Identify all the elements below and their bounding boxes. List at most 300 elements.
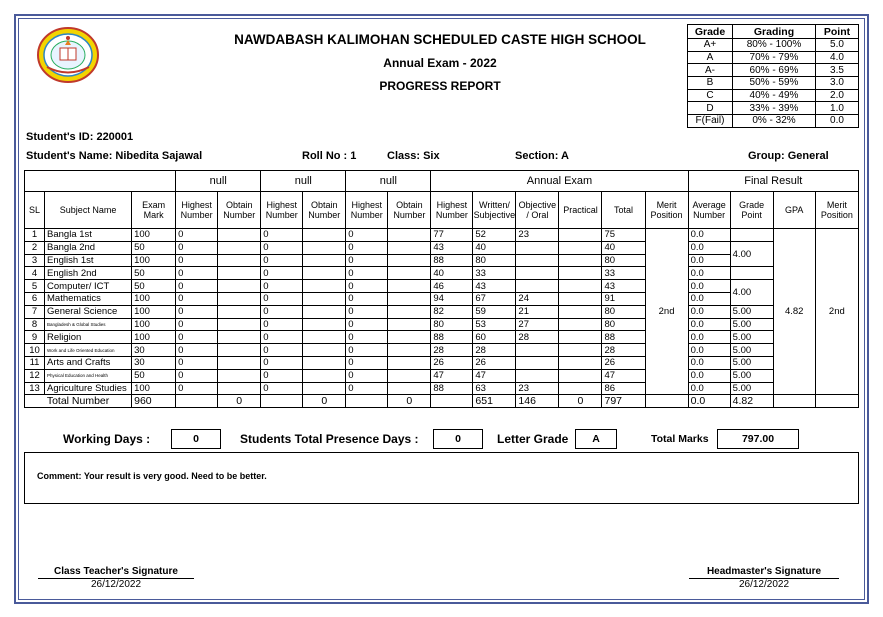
grading-header: Grading bbox=[733, 25, 816, 39]
term3-highest-cell: 0 bbox=[346, 229, 388, 242]
term2-obtain-cell bbox=[303, 369, 346, 382]
grade-point-cell: 5.00 bbox=[730, 369, 773, 382]
subject-cell: General Science bbox=[45, 305, 132, 318]
total-written: 651 bbox=[473, 395, 516, 408]
annual-highest-cell: 88 bbox=[431, 382, 473, 395]
objective-cell: 23 bbox=[516, 382, 559, 395]
teacher-signature-label: Class Teacher's Signature bbox=[38, 566, 194, 579]
annual-highest-cell: 82 bbox=[431, 305, 473, 318]
exam-mark-cell: 50 bbox=[132, 280, 176, 293]
total-gpa bbox=[773, 395, 815, 408]
total-cell: 80 bbox=[602, 305, 645, 318]
average-cell: 0.0 bbox=[688, 344, 730, 357]
term2-header: null bbox=[261, 171, 346, 192]
table-row bbox=[25, 344, 859, 357]
grade-cell: B bbox=[688, 77, 733, 90]
class-label: Class: Six bbox=[387, 150, 440, 162]
objective-cell bbox=[516, 254, 559, 267]
average-header: Average Number bbox=[688, 192, 730, 229]
term2-highest-cell: 0 bbox=[261, 318, 303, 331]
grading-row bbox=[688, 77, 859, 90]
subject-cell: Bangladesh & Global Studies bbox=[45, 318, 132, 331]
grade-cell: A+ bbox=[688, 39, 733, 52]
total-header: Total bbox=[602, 192, 645, 229]
term1-obtain-cell bbox=[218, 280, 261, 293]
working-days-label: Working Days : bbox=[63, 432, 151, 446]
grade-point-cell: 4.00 bbox=[730, 280, 773, 306]
exam-mark-cell: 50 bbox=[132, 267, 176, 280]
average-cell: 0.0 bbox=[688, 331, 730, 344]
term3-highest-cell: 0 bbox=[346, 369, 388, 382]
written-cell: 28 bbox=[473, 344, 516, 357]
objective-cell: 23 bbox=[516, 229, 559, 242]
total-term3-highest bbox=[346, 395, 388, 408]
total-marks-label: Total Marks bbox=[651, 433, 709, 445]
exam-mark-cell: 100 bbox=[132, 229, 176, 242]
objective-cell bbox=[516, 344, 559, 357]
term1-highest-cell: 0 bbox=[176, 369, 218, 382]
average-cell: 0.0 bbox=[688, 229, 730, 242]
comment-text: Comment: Your result is very good. Need to be better. bbox=[37, 471, 267, 481]
term2-highest-cell: 0 bbox=[261, 292, 303, 305]
term3-obtain-cell bbox=[388, 305, 431, 318]
group-header-blank bbox=[25, 171, 176, 192]
annual-highest-cell: 46 bbox=[431, 280, 473, 293]
term2-highest-cell: 0 bbox=[261, 382, 303, 395]
written-cell: 47 bbox=[473, 369, 516, 382]
headmaster-signature bbox=[689, 566, 839, 590]
term3-highest-cell: 0 bbox=[346, 254, 388, 267]
practical-cell bbox=[559, 280, 602, 293]
subject-cell: Bangla 1st bbox=[45, 229, 132, 242]
term1-highest-cell: 0 bbox=[176, 229, 218, 242]
annual-highest-cell: 77 bbox=[431, 229, 473, 242]
annual-exam-header: Annual Exam bbox=[431, 171, 688, 192]
term3-header: null bbox=[346, 171, 431, 192]
comment-box bbox=[24, 452, 859, 504]
sl-cell: 12 bbox=[25, 369, 45, 382]
term1-highest-cell: 0 bbox=[176, 241, 218, 254]
total-total: 797 bbox=[602, 395, 645, 408]
written-cell: 43 bbox=[473, 280, 516, 293]
grade-point-cell: 4.00 bbox=[730, 241, 773, 267]
term2-highest-cell: 0 bbox=[261, 280, 303, 293]
total-cell: 88 bbox=[602, 331, 645, 344]
point-header: Point bbox=[816, 25, 859, 39]
term1-highest-cell: 0 bbox=[176, 267, 218, 280]
objective-cell: 28 bbox=[516, 331, 559, 344]
term2-highest-cell: 0 bbox=[261, 241, 303, 254]
term2-highest-header: Highest Number bbox=[261, 192, 303, 229]
term3-highest-cell: 0 bbox=[346, 318, 388, 331]
section-label: Section: A bbox=[515, 150, 569, 162]
total-final-merit bbox=[815, 395, 858, 408]
term3-obtain-cell bbox=[388, 241, 431, 254]
term3-highest-cell: 0 bbox=[346, 305, 388, 318]
term2-highest-cell: 0 bbox=[261, 229, 303, 242]
term3-highest-cell: 0 bbox=[346, 356, 388, 369]
total-label: Total Number bbox=[25, 395, 132, 408]
term3-obtain-cell bbox=[388, 369, 431, 382]
term1-obtain-header: Obtain Number bbox=[218, 192, 261, 229]
annual-highest-header: Highest Number bbox=[431, 192, 473, 229]
term1-header: null bbox=[176, 171, 261, 192]
total-term3-obtain: 0 bbox=[388, 395, 431, 408]
average-cell: 0.0 bbox=[688, 254, 730, 267]
total-row bbox=[25, 395, 859, 408]
final-merit-cell: 2nd bbox=[815, 229, 858, 395]
final-merit-header: Merit Position bbox=[815, 192, 858, 229]
term2-obtain-cell bbox=[303, 280, 346, 293]
subject-cell: Physical Education and Health bbox=[45, 369, 132, 382]
point-cell: 3.5 bbox=[816, 64, 859, 77]
total-cell: 86 bbox=[602, 382, 645, 395]
subject-cell: Religion bbox=[45, 331, 132, 344]
term1-obtain-cell bbox=[218, 356, 261, 369]
grade-point-cell: 5.00 bbox=[730, 318, 773, 331]
written-cell: 59 bbox=[473, 305, 516, 318]
subject-cell: English 2nd bbox=[45, 267, 132, 280]
term1-highest-header: Highest Number bbox=[176, 192, 218, 229]
average-cell: 0.0 bbox=[688, 318, 730, 331]
practical-header: Practical bbox=[559, 192, 602, 229]
column-header-row bbox=[25, 192, 859, 229]
term2-highest-cell: 0 bbox=[261, 356, 303, 369]
objective-cell bbox=[516, 356, 559, 369]
grade-point-cell: 5.00 bbox=[730, 356, 773, 369]
sl-cell: 8 bbox=[25, 318, 45, 331]
practical-cell bbox=[559, 241, 602, 254]
gpa-cell: 4.82 bbox=[773, 229, 815, 395]
term2-obtain-cell bbox=[303, 318, 346, 331]
term2-obtain-cell bbox=[303, 229, 346, 242]
total-cell: 26 bbox=[602, 356, 645, 369]
term3-highest-cell: 0 bbox=[346, 292, 388, 305]
sl-cell: 7 bbox=[25, 305, 45, 318]
term1-obtain-cell bbox=[218, 318, 261, 331]
table-row bbox=[25, 280, 859, 293]
term1-highest-cell: 0 bbox=[176, 254, 218, 267]
total-term2-obtain: 0 bbox=[303, 395, 346, 408]
objective-cell: 24 bbox=[516, 292, 559, 305]
term2-obtain-cell bbox=[303, 305, 346, 318]
presence-days-value: 0 bbox=[433, 429, 483, 449]
term3-highest-cell: 0 bbox=[346, 267, 388, 280]
subject-cell: Arts and Crafts bbox=[45, 356, 132, 369]
sl-cell: 3 bbox=[25, 254, 45, 267]
term2-obtain-cell bbox=[303, 254, 346, 267]
term2-highest-cell: 0 bbox=[261, 267, 303, 280]
sl-cell: 2 bbox=[25, 241, 45, 254]
total-exam-mark: 960 bbox=[132, 395, 176, 408]
annual-highest-cell: 88 bbox=[431, 331, 473, 344]
subject-cell: Bangla 2nd bbox=[45, 241, 132, 254]
grading-range-cell: 40% - 49% bbox=[733, 89, 816, 102]
table-row bbox=[25, 356, 859, 369]
term3-highest-cell: 0 bbox=[346, 280, 388, 293]
term1-obtain-cell bbox=[218, 382, 261, 395]
term1-highest-cell: 0 bbox=[176, 382, 218, 395]
practical-cell bbox=[559, 331, 602, 344]
average-cell: 0.0 bbox=[688, 382, 730, 395]
written-header: Written/ Subjective bbox=[473, 192, 516, 229]
term3-obtain-cell bbox=[388, 292, 431, 305]
term3-obtain-cell bbox=[388, 331, 431, 344]
exam-mark-cell: 100 bbox=[132, 331, 176, 344]
school-crest-icon bbox=[33, 26, 103, 84]
school-name: NAWDABASH KALIMOHAN SCHEDULED CASTE HIGH SCHOOL bbox=[234, 32, 646, 47]
annual-highest-cell: 26 bbox=[431, 356, 473, 369]
grade-cell: A- bbox=[688, 64, 733, 77]
sl-cell: 5 bbox=[25, 280, 45, 293]
term3-obtain-cell bbox=[388, 254, 431, 267]
objective-cell bbox=[516, 369, 559, 382]
headmaster-signature-date: 26/12/2022 bbox=[738, 579, 790, 590]
annual-highest-cell: 43 bbox=[431, 241, 473, 254]
teacher-signature-date: 26/12/2022 bbox=[90, 579, 142, 590]
point-cell: 4.0 bbox=[816, 51, 859, 64]
term2-obtain-cell bbox=[303, 267, 346, 280]
group-label: Group: General bbox=[748, 150, 829, 162]
total-term2-highest bbox=[261, 395, 303, 408]
written-cell: 60 bbox=[473, 331, 516, 344]
term3-obtain-cell bbox=[388, 267, 431, 280]
grade-cell: F(Fail) bbox=[688, 115, 733, 128]
sl-cell: 11 bbox=[25, 356, 45, 369]
table-row bbox=[25, 305, 859, 318]
total-annual-highest bbox=[431, 395, 473, 408]
annual-highest-cell: 47 bbox=[431, 369, 473, 382]
point-cell: 0.0 bbox=[816, 115, 859, 128]
grade-point-cell: 5.00 bbox=[730, 382, 773, 395]
sl-cell: 9 bbox=[25, 331, 45, 344]
exam-mark-cell: 30 bbox=[132, 344, 176, 357]
term2-highest-cell: 0 bbox=[261, 305, 303, 318]
student-name: Student's Name: Nibedita Sajawal bbox=[26, 150, 203, 162]
average-cell: 0.0 bbox=[688, 292, 730, 305]
term1-highest-cell: 0 bbox=[176, 292, 218, 305]
term3-obtain-cell bbox=[388, 280, 431, 293]
grade-header: Grade bbox=[688, 25, 733, 39]
grading-row bbox=[688, 39, 859, 52]
term3-highest-header: Highest Number bbox=[346, 192, 388, 229]
written-cell: 26 bbox=[473, 356, 516, 369]
total-cell: 75 bbox=[602, 229, 645, 242]
subject-cell: Work and Life Oriented Education bbox=[45, 344, 132, 357]
written-cell: 80 bbox=[473, 254, 516, 267]
term1-highest-cell: 0 bbox=[176, 344, 218, 357]
working-days-value: 0 bbox=[171, 429, 221, 449]
total-cell: 40 bbox=[602, 241, 645, 254]
presence-days-label: Students Total Presence Days : bbox=[240, 432, 419, 446]
total-average: 0.0 bbox=[688, 395, 730, 408]
term3-highest-cell: 0 bbox=[346, 382, 388, 395]
written-cell: 33 bbox=[473, 267, 516, 280]
annual-highest-cell: 80 bbox=[431, 318, 473, 331]
practical-cell bbox=[559, 292, 602, 305]
term1-highest-cell: 0 bbox=[176, 331, 218, 344]
subject-header: Subject Name bbox=[45, 192, 132, 229]
practical-cell bbox=[559, 382, 602, 395]
average-cell: 0.0 bbox=[688, 267, 730, 280]
practical-cell bbox=[559, 318, 602, 331]
subject-cell: Computer/ ICT bbox=[45, 280, 132, 293]
practical-cell bbox=[559, 344, 602, 357]
grade-point-cell bbox=[730, 229, 773, 242]
table-row bbox=[25, 229, 859, 242]
term1-highest-cell: 0 bbox=[176, 356, 218, 369]
letter-grade-label: Letter Grade bbox=[497, 432, 569, 446]
total-marks-value: 797.00 bbox=[717, 429, 799, 449]
objective-header: Objective / Oral bbox=[516, 192, 559, 229]
total-cell: 33 bbox=[602, 267, 645, 280]
term1-obtain-cell bbox=[218, 241, 261, 254]
exam-mark-cell: 100 bbox=[132, 305, 176, 318]
term3-obtain-cell bbox=[388, 229, 431, 242]
grading-range-cell: 33% - 39% bbox=[733, 102, 816, 115]
term2-highest-cell: 0 bbox=[261, 331, 303, 344]
headmaster-signature-label: Headmaster's Signature bbox=[689, 566, 839, 579]
grading-row bbox=[688, 51, 859, 64]
grade-cell: D bbox=[688, 102, 733, 115]
practical-cell bbox=[559, 229, 602, 242]
objective-cell: 27 bbox=[516, 318, 559, 331]
term2-obtain-cell bbox=[303, 356, 346, 369]
annual-merit-header: Merit Position bbox=[645, 192, 688, 229]
average-cell: 0.0 bbox=[688, 280, 730, 293]
term2-obtain-cell bbox=[303, 382, 346, 395]
objective-cell bbox=[516, 241, 559, 254]
subject-cell: English 1st bbox=[45, 254, 132, 267]
practical-cell bbox=[559, 305, 602, 318]
total-term1-highest bbox=[176, 395, 218, 408]
term3-obtain-cell bbox=[388, 318, 431, 331]
written-cell: 52 bbox=[473, 229, 516, 242]
total-cell: 80 bbox=[602, 318, 645, 331]
grade-point-header: Grade Point bbox=[730, 192, 773, 229]
average-cell: 0.0 bbox=[688, 241, 730, 254]
gpa-header: GPA bbox=[773, 192, 815, 229]
term2-obtain-cell bbox=[303, 292, 346, 305]
practical-cell bbox=[559, 369, 602, 382]
annual-highest-cell: 28 bbox=[431, 344, 473, 357]
written-cell: 40 bbox=[473, 241, 516, 254]
subject-cell: Mathematics bbox=[45, 292, 132, 305]
exam-mark-cell: 50 bbox=[132, 369, 176, 382]
average-cell: 0.0 bbox=[688, 305, 730, 318]
grading-row bbox=[688, 115, 859, 128]
objective-cell: 21 bbox=[516, 305, 559, 318]
annual-highest-cell: 94 bbox=[431, 292, 473, 305]
term1-obtain-cell bbox=[218, 267, 261, 280]
term1-obtain-cell bbox=[218, 331, 261, 344]
grading-range-cell: 60% - 69% bbox=[733, 64, 816, 77]
grading-range-cell: 0% - 32% bbox=[733, 115, 816, 128]
total-practical: 0 bbox=[559, 395, 602, 408]
term3-highest-cell: 0 bbox=[346, 331, 388, 344]
total-cell: 28 bbox=[602, 344, 645, 357]
total-cell: 91 bbox=[602, 292, 645, 305]
term1-obtain-cell bbox=[218, 369, 261, 382]
exam-mark-cell: 100 bbox=[132, 382, 176, 395]
sl-cell: 13 bbox=[25, 382, 45, 395]
table-row bbox=[25, 267, 859, 280]
average-cell: 0.0 bbox=[688, 356, 730, 369]
final-result-header: Final Result bbox=[688, 171, 858, 192]
exam-mark-cell: 50 bbox=[132, 241, 176, 254]
exam-mark-cell: 100 bbox=[132, 318, 176, 331]
point-cell: 1.0 bbox=[816, 102, 859, 115]
sl-cell: 6 bbox=[25, 292, 45, 305]
term1-obtain-cell bbox=[218, 254, 261, 267]
term2-obtain-cell bbox=[303, 241, 346, 254]
teacher-signature bbox=[38, 566, 194, 590]
term1-obtain-cell bbox=[218, 229, 261, 242]
letter-grade-value: A bbox=[575, 429, 617, 449]
term1-highest-cell: 0 bbox=[176, 280, 218, 293]
total-term1-obtain: 0 bbox=[218, 395, 261, 408]
grade-point-cell: 5.00 bbox=[730, 344, 773, 357]
group-header-row bbox=[25, 171, 859, 192]
term3-obtain-cell bbox=[388, 356, 431, 369]
term3-obtain-header: Obtain Number bbox=[388, 192, 431, 229]
table-row bbox=[25, 318, 859, 331]
sl-cell: 10 bbox=[25, 344, 45, 357]
practical-cell bbox=[559, 267, 602, 280]
grading-range-cell: 70% - 79% bbox=[733, 51, 816, 64]
exam-title: Annual Exam - 2022 bbox=[383, 56, 497, 70]
exam-mark-cell: 100 bbox=[132, 254, 176, 267]
term1-highest-cell: 0 bbox=[176, 318, 218, 331]
total-cell: 47 bbox=[602, 369, 645, 382]
term2-obtain-cell bbox=[303, 344, 346, 357]
table-row bbox=[25, 369, 859, 382]
written-cell: 53 bbox=[473, 318, 516, 331]
term2-highest-cell: 0 bbox=[261, 344, 303, 357]
term3-obtain-cell bbox=[388, 382, 431, 395]
term2-highest-cell: 0 bbox=[261, 254, 303, 267]
point-cell: 5.0 bbox=[816, 39, 859, 52]
term1-highest-cell: 0 bbox=[176, 305, 218, 318]
grading-table bbox=[687, 24, 859, 128]
grade-point-cell bbox=[730, 267, 773, 280]
total-cell: 43 bbox=[602, 280, 645, 293]
grading-row bbox=[688, 64, 859, 77]
term2-obtain-header: Obtain Number bbox=[303, 192, 346, 229]
term1-obtain-cell bbox=[218, 344, 261, 357]
term2-highest-cell: 0 bbox=[261, 369, 303, 382]
annual-highest-cell: 40 bbox=[431, 267, 473, 280]
grading-range-cell: 50% - 59% bbox=[733, 77, 816, 90]
sl-cell: 1 bbox=[25, 229, 45, 242]
objective-cell bbox=[516, 267, 559, 280]
grade-cell: C bbox=[688, 89, 733, 102]
exam-mark-header: Exam Mark bbox=[132, 192, 176, 229]
grading-range-cell: 80% - 100% bbox=[733, 39, 816, 52]
total-cell: 80 bbox=[602, 254, 645, 267]
grade-cell: A bbox=[688, 51, 733, 64]
exam-mark-cell: 100 bbox=[132, 292, 176, 305]
annual-merit-cell: 2nd bbox=[645, 229, 688, 395]
practical-cell bbox=[559, 254, 602, 267]
term1-obtain-cell bbox=[218, 305, 261, 318]
roll-number: Roll No : 1 bbox=[302, 150, 357, 162]
grading-row bbox=[688, 89, 859, 102]
practical-cell bbox=[559, 356, 602, 369]
point-cell: 3.0 bbox=[816, 77, 859, 90]
grading-header-row bbox=[688, 25, 859, 39]
grade-point-cell: 5.00 bbox=[730, 331, 773, 344]
